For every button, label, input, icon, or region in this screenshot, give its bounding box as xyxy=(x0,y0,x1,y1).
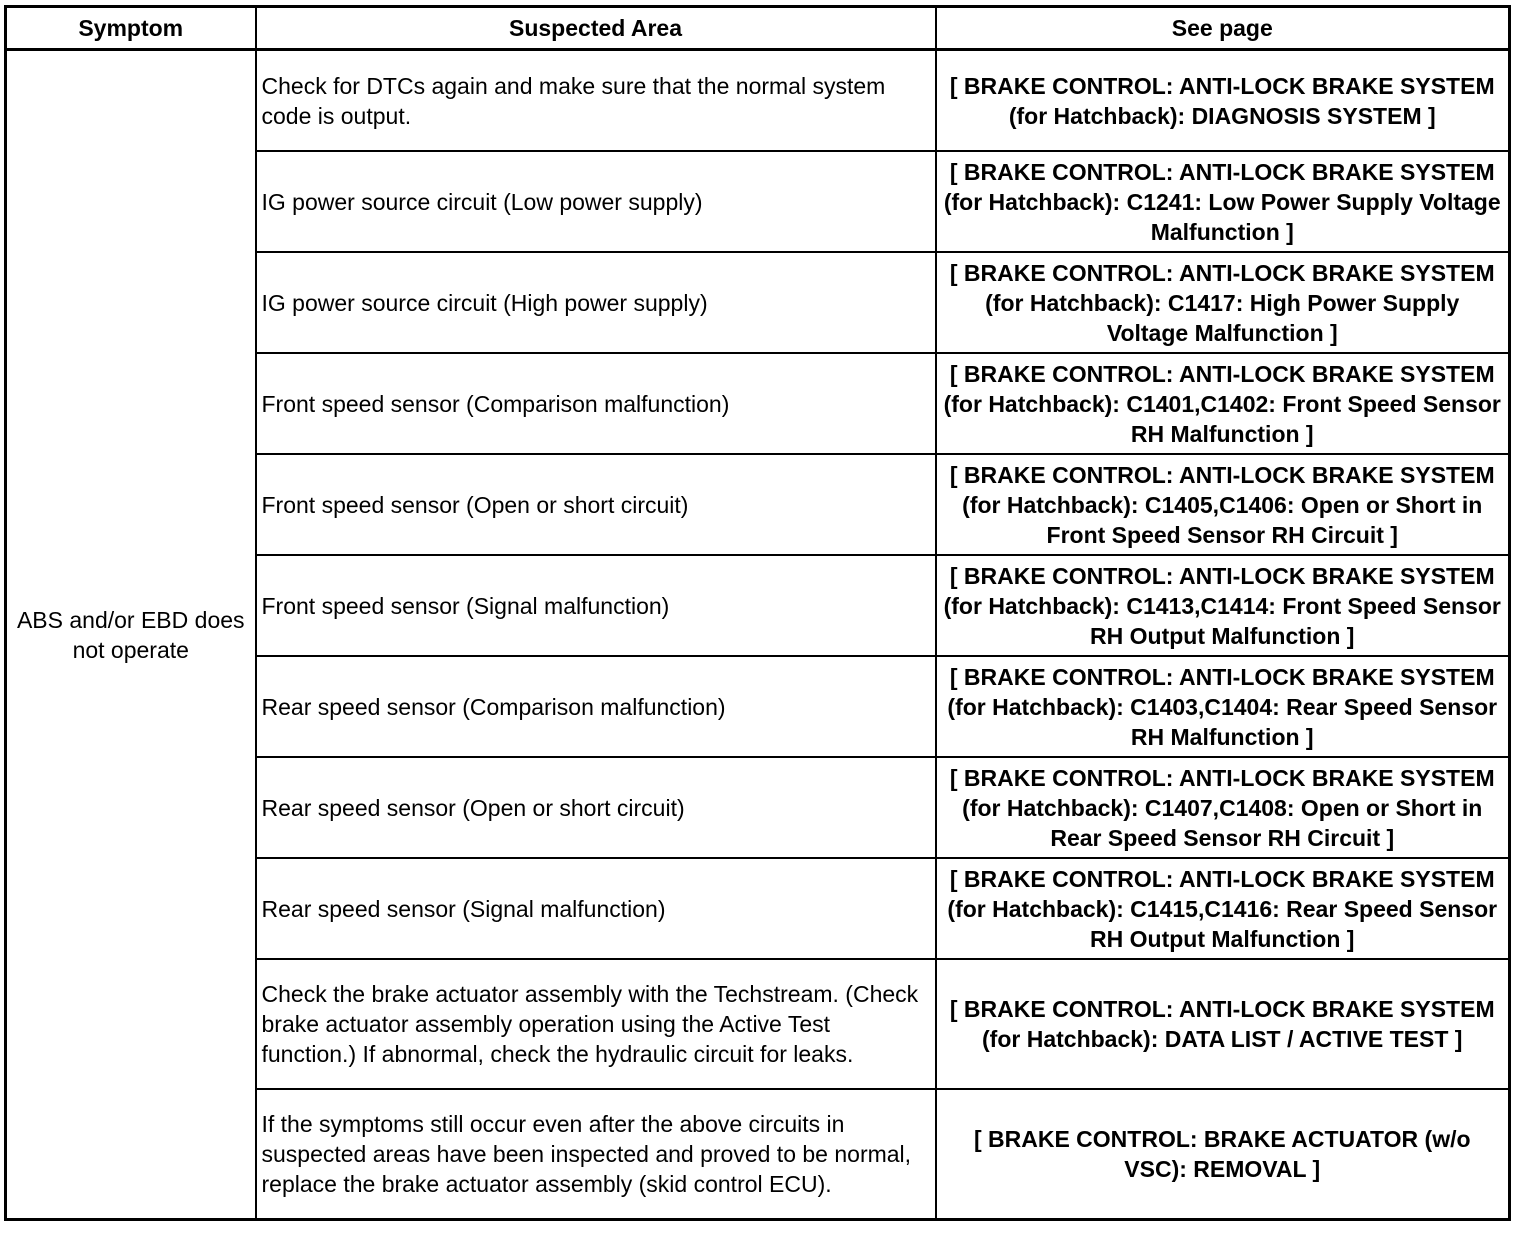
diagnosis-table xyxy=(4,5,1511,1221)
suspected-area-cell: IG power source circuit (Low power supply) xyxy=(256,151,936,252)
see-page-link[interactable]: [ BRAKE CONTROL: ANTI-LOCK BRAKE SYSTEM (for Hatchback): C1415,C1416: Rear Speed Sensor RH Output Malfunction ] xyxy=(936,858,1510,959)
table-row xyxy=(6,50,1510,152)
suspected-area-cell: Front speed sensor (Open or short circuit) xyxy=(256,454,936,555)
suspected-area-cell: IG power source circuit (High power supply) xyxy=(256,252,936,353)
suspected-area-cell: Rear speed sensor (Comparison malfunction) xyxy=(256,656,936,757)
see-page-link[interactable]: [ BRAKE CONTROL: ANTI-LOCK BRAKE SYSTEM (for Hatchback): C1403,C1404: Rear Speed Sensor RH Malfunction ] xyxy=(936,656,1510,757)
see-page-link[interactable]: [ BRAKE CONTROL: ANTI-LOCK BRAKE SYSTEM (for Hatchback): C1241: Low Power Supply Voltage Malfunction ] xyxy=(936,151,1510,252)
see-page-link[interactable]: [ BRAKE CONTROL: ANTI-LOCK BRAKE SYSTEM (for Hatchback): C1401,C1402: Front Speed Sensor RH Malfunction ] xyxy=(936,353,1510,454)
suspected-area-cell: Rear speed sensor (Open or short circuit) xyxy=(256,757,936,858)
see-page-link[interactable]: [ BRAKE CONTROL: ANTI-LOCK BRAKE SYSTEM (for Hatchback): C1413,C1414: Front Speed Sensor RH Output Malfunction ] xyxy=(936,555,1510,656)
see-page-link[interactable]: [ BRAKE CONTROL: ANTI-LOCK BRAKE SYSTEM (for Hatchback): C1407,C1408: Open or Short in Rear Speed Sensor RH Circuit ] xyxy=(936,757,1510,858)
see-page-link[interactable]: [ BRAKE CONTROL: ANTI-LOCK BRAKE SYSTEM (for Hatchback): DIAGNOSIS SYSTEM ] xyxy=(936,50,1510,152)
suspected-area-cell: Rear speed sensor (Signal malfunction) xyxy=(256,858,936,959)
symptom-header: Symptom xyxy=(6,7,256,50)
suspected-area-cell: Front speed sensor (Signal malfunction) xyxy=(256,555,936,656)
suspected-area-cell: If the symptoms still occur even after the above circuits in suspected areas have been inspected and proved to be normal, replace the brake actuator assembly (skid control ECU). xyxy=(256,1089,936,1220)
see-page-link[interactable]: [ BRAKE CONTROL: ANTI-LOCK BRAKE SYSTEM (for Hatchback): C1417: High Power Supply Voltage Malfunction ] xyxy=(936,252,1510,353)
suspected-area-cell: Front speed sensor (Comparison malfunction) xyxy=(256,353,936,454)
see-page-link[interactable]: [ BRAKE CONTROL: ANTI-LOCK BRAKE SYSTEM (for Hatchback): DATA LIST / ACTIVE TEST ] xyxy=(936,959,1510,1089)
see-page-link[interactable]: [ BRAKE CONTROL: BRAKE ACTUATOR (w/o VSC): REMOVAL ] xyxy=(936,1089,1510,1220)
see-page-link[interactable]: [ BRAKE CONTROL: ANTI-LOCK BRAKE SYSTEM (for Hatchback): C1405,C1406: Open or Short in Front Speed Sensor RH Circuit ] xyxy=(936,454,1510,555)
header-row xyxy=(6,7,1510,50)
suspected-area-cell: Check for DTCs again and make sure that the normal system code is output. xyxy=(256,50,936,152)
suspected-area-header: Suspected Area xyxy=(256,7,936,50)
see-page-header: See page xyxy=(936,7,1510,50)
symptom-cell: ABS and/or EBD does not operate xyxy=(6,50,256,1220)
suspected-area-cell: Check the brake actuator assembly with the Techstream. (Check brake actuator assembly operation using the Active Test function.) If abnormal, check the hydraulic circuit for leaks. xyxy=(256,959,936,1089)
